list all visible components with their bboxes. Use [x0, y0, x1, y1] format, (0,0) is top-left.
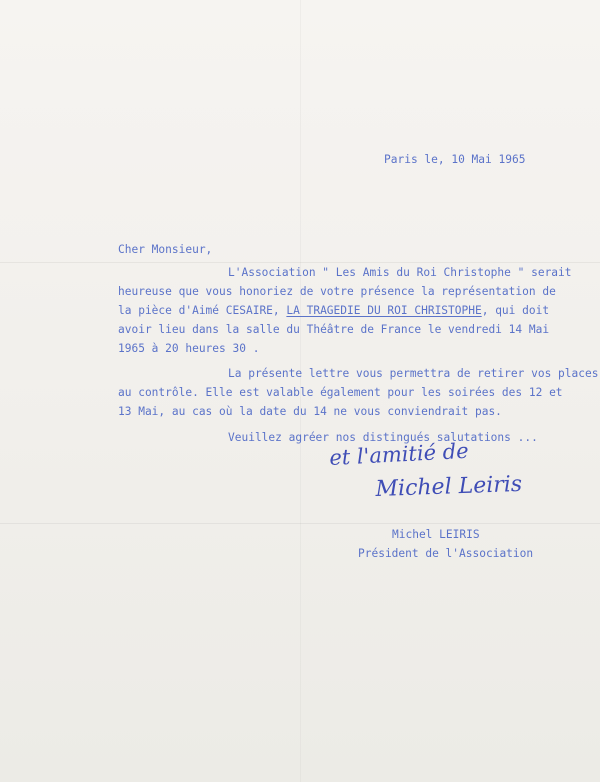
- paragraph1-line3-suffix: , qui doit: [481, 304, 550, 317]
- paragraph1-line1: L'Association " Les Amis du Roi Christophe " serait: [228, 266, 572, 279]
- play-title: LA TRAGEDIE DU ROI CHRISTOPHE: [286, 304, 482, 317]
- signatory-name: Michel LEIRIS: [392, 528, 480, 541]
- handwritten-addition: et l'amitié de: [328, 438, 470, 470]
- handwritten-signature: Michel Leiris: [375, 471, 523, 502]
- salutation: Cher Monsieur,: [118, 243, 213, 256]
- paragraph2-line2: au contrôle. Elle est valable également pour les soirées des 12 et: [118, 386, 563, 399]
- closing-line: Veuillez agréer nos distingués salutations ...: [228, 431, 538, 444]
- paragraph1-line3-prefix: la pièce d'Aimé CESAIRE,: [118, 304, 287, 317]
- date-line: Paris le, 10 Mai 1965: [384, 153, 526, 166]
- signatory-title: Président de l'Association: [358, 547, 534, 560]
- paragraph1-line5: 1965 à 20 heures 30 .: [118, 342, 260, 355]
- paragraph1-line3: [118, 301, 549, 320]
- paragraph2-line3: 13 Mai, au cas où la date du 14 ne vous conviendrait pas.: [118, 405, 502, 418]
- paragraph1-line4: avoir lieu dans la salle du Théâtre de France le vendredi 14 Mai: [118, 323, 550, 336]
- paragraph1-line2: heureuse que vous honoriez de votre présence la représentation de: [118, 285, 556, 298]
- paragraph2-line1: La présente lettre vous permettra de retirer vos places: [228, 367, 599, 380]
